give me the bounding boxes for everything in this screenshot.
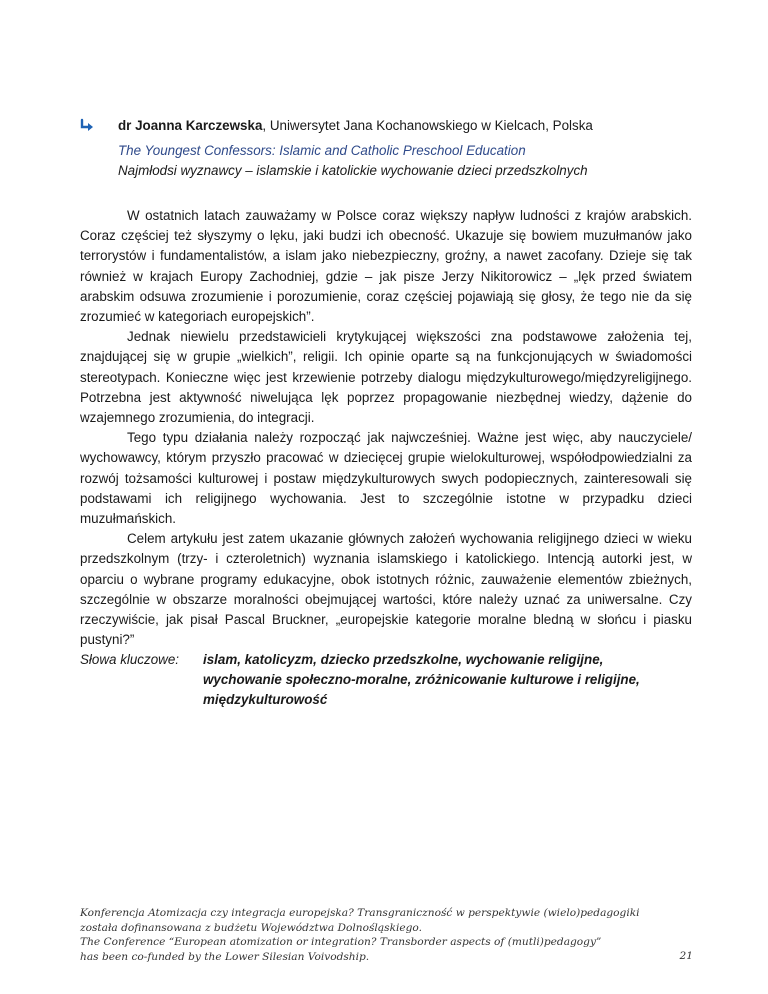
title-polish: Najmłodsi wyznawcy – islamskie i katolickie wychowanie dzieci przedszkolnych bbox=[118, 163, 588, 178]
author-line bbox=[118, 117, 593, 135]
abstract-paragraph: Jednak niewielu przedstawicieli krytykującej większości zna podstawowe założenia tej, znajdującej się w grupie „wielkich”, religii. Ich opinie oparte są na funkcjonujących w świadomości stereotypach. Konieczne więc jest krzewienie potrzeby dialogu międzykulturowego/międzyreligijnego. Potrzebna jest aktywność niwelująca lęk poprzez propagowanie niezbędnej wiedzy, dążenie do wzajemnego zrozumienia, do integracji. bbox=[80, 329, 692, 426]
title-english: The Youngest Confessors: Islamic and Catholic Preschool Education bbox=[118, 143, 526, 158]
footer-line: została dofinansowana z budżetu Województwa Dolnośląskiego. bbox=[80, 921, 422, 934]
footer-line: The Conference “European atomization or integration? Transborder aspects of (mutli)pedagogy” bbox=[80, 936, 602, 948]
abstract-paragraph: Tego typu działania należy rozpocząć jak najwcześniej. Ważne jest więc, aby nauczyciele/ wychowawcy, którym przyszło pracować w dziecięcej grupie wielokulturowej, współodpowiedzialni za rozwój tożsamości kulturowej i postaw międzykulturowych swych podopiecznych, zainteresowali się podstawami ich religijnego wychowania. Jest to szczególnie istotne w przypadku dzieci muzułmańskich. bbox=[80, 430, 692, 527]
abstract-body bbox=[80, 206, 692, 650]
page-number: 21 bbox=[679, 950, 693, 962]
abstract-paragraph: Celem artykułu jest zatem ukazanie głównych założeń wychowania religijnego dzieci w wieku przedszkolnym (trzy- i czteroletnich) wyznania islamskiego i katolickiego. Intencją autorki jest, w oparciu o wybrane programy edukacyjne, obok istotnych różnic, zauważenie elementów zbieżnych, szczególnie w obszarze moralności obejmującej wartości, które należy uznać za uniwersalne. Czy rzeczywiście, jak pisał Pascal Bruckner, „europejskie kategorie moralne bledną w słońcu i piasku pustyni?” bbox=[80, 531, 692, 648]
footer-line: Konferencja Atomizacja czy integracja europejska? Transgraniczność w perspektywie (wielo)pedagogiki bbox=[80, 907, 640, 919]
arrow-bullet-icon bbox=[80, 117, 96, 135]
abstract-paragraph: W ostatnich latach zauważamy w Polsce coraz większy napływ ludności z krajów arabskich. Coraz częściej też słyszymy o lęku, jaki budzi ich obecność. Ukazuje się bowiem muzułmanów jako terrorystów i fundamentalistów, a islam jako niebezpieczny, groźny, a nawet zacofany. Dzieje się tak również w krajach Europy Zachodniej, gdzie – jak pisze Jerzy Nikitorowicz – „lęk przed światem arabskim odsuwa zrozumienie i porozumienie, coraz częściej pojawiają się głosy, że tego nie da się zrozumieć w kategoriach europejskich”. bbox=[80, 208, 692, 325]
author-affiliation: , Uniwersytet Jana Kochanowskiego w Kielcach, Polska bbox=[262, 118, 593, 133]
footer-line: has been co-funded by the Lower Silesian Voivodship. bbox=[80, 950, 370, 963]
author-name: dr Joanna Karczewska bbox=[118, 118, 263, 133]
keywords-values: islam, katolicyzm, dziecko przedszkolne, wychowanie religijne, wychowanie społeczno-moralne, zróżnicowanie kulturowe i religijne, międzykulturowość bbox=[203, 652, 640, 707]
page-footer bbox=[80, 906, 692, 964]
keywords-label: Słowa kluczowe: bbox=[80, 652, 179, 667]
